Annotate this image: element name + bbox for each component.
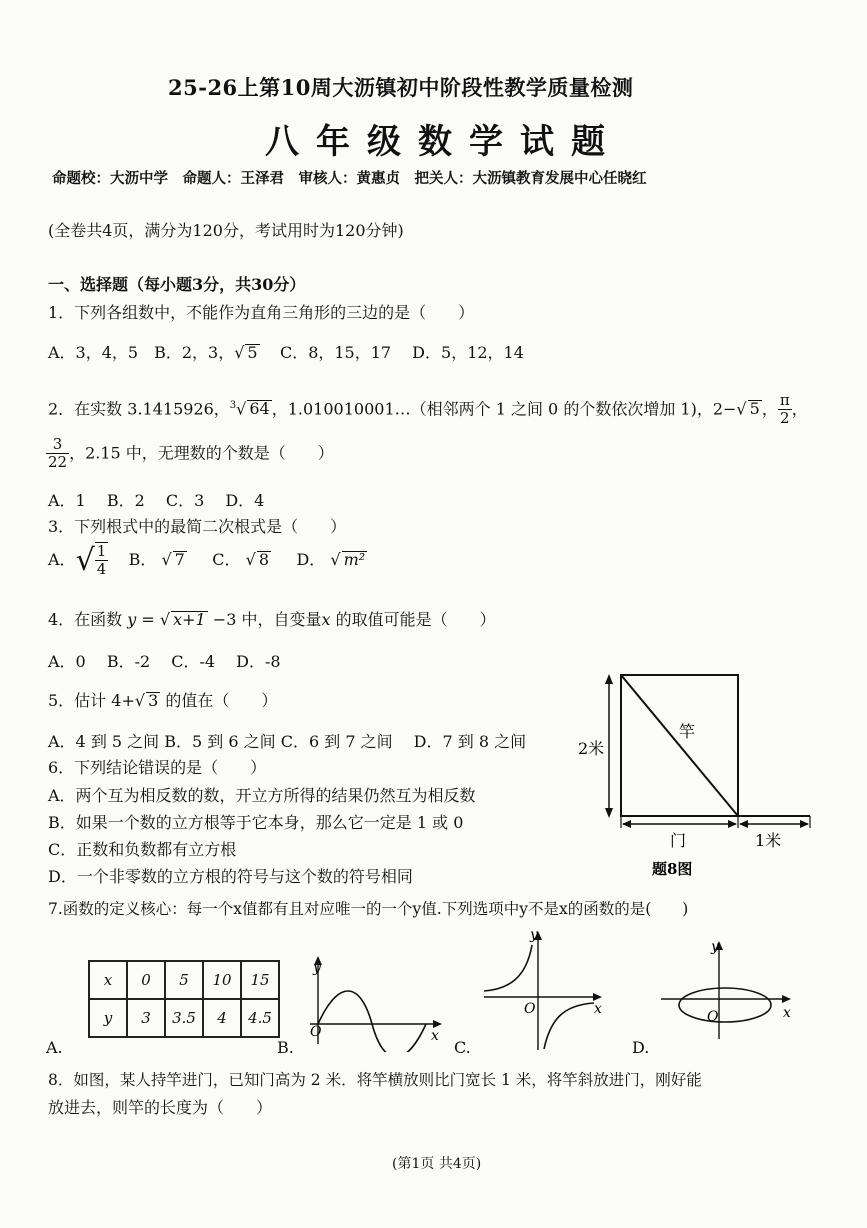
question-6-stem: 6．下列结论错误的是（ ）	[48, 758, 267, 777]
question-8-stem-line1: 8．如图，某人持竿进门，已知门高为 2 米．将竿横放则比门宽长 1 米，将竿斜放进门，刚好能	[48, 1071, 702, 1089]
pi-denominator: 2	[779, 409, 790, 428]
ellipse-curve	[679, 988, 771, 1022]
arrow-right-icon	[593, 993, 602, 1001]
arrow-up-icon	[605, 674, 613, 684]
q2-cube-index: 3	[229, 399, 237, 411]
question-3-stem: 3．下列根式中的最简二次根式是（ ）	[48, 517, 347, 536]
q3-option-a-label: A．	[48, 549, 76, 569]
xy-value-table	[88, 960, 280, 1038]
fraction-numerator: 3	[46, 436, 69, 454]
arrow-left-icon	[622, 820, 631, 828]
option-c-label: C.	[454, 1038, 471, 1057]
question-5-options: A．4 到 5 之间 B．5 到 6 之间 C．6 到 7 之间 D．7 到 8 之间	[48, 732, 527, 751]
sine-curve	[318, 991, 426, 1052]
label-height: 2米	[578, 739, 605, 758]
sqrt-symbol: √	[330, 549, 341, 569]
q3-option-b-radicand: 7	[174, 549, 185, 569]
q5-radicand: 3	[148, 691, 159, 710]
q4-text-3: 的取值可能是（ ）	[330, 610, 496, 629]
hyperbola-branch-right	[544, 1003, 594, 1049]
arrow-left-icon	[739, 820, 748, 828]
option-a-label: A.	[46, 1038, 63, 1057]
axis-label-x: x	[431, 1028, 439, 1044]
axis-label-y: y	[313, 960, 321, 976]
sqrt-symbol: √	[236, 399, 247, 419]
table-cell: 15	[241, 961, 279, 999]
q2-text-1: 2．在实数 3.1415926，	[48, 399, 230, 419]
q2-fraction	[46, 436, 69, 472]
table-cell: x	[89, 961, 127, 999]
q3-option-d-radicand: m²	[343, 549, 366, 569]
question-6-option-c: C．正数和负数都有立方根	[48, 840, 237, 859]
q1-radicand: 5	[247, 343, 258, 362]
exam-info: (全卷共4页，满分为120分，考试用时为120分钟)	[48, 221, 404, 240]
sqrt-symbol: √	[134, 691, 146, 710]
question-7-stem: 7.函数的定义核心：每一个x值都有且对应唯一的一个y值.下列选项中y不是x的函数的是( )	[48, 900, 689, 918]
table-row	[89, 999, 279, 1037]
q4-var-x: x	[321, 610, 331, 629]
arrow-right-icon	[782, 995, 791, 1003]
section-heading: 一、选择题（每小题3分，共30分）	[48, 275, 306, 294]
q5-text-2: 的值在（ ）	[160, 691, 278, 710]
origin-label: O	[707, 1009, 719, 1025]
q2-text-2: ，1.010010001…（相邻两个 1 之间 0 的个数依次增加 1)，2−	[271, 399, 737, 419]
question-6-option-b: B．如果一个数的立方根等于它本身，那么它一定是 1 或 0	[48, 813, 464, 832]
question-2-stem-line2	[46, 436, 334, 472]
origin-label: O	[310, 1024, 322, 1040]
question-2-options: A．1 B．2 C．3 D．4	[48, 491, 265, 510]
table-cell: 3.5	[165, 999, 203, 1037]
graph-d-ellipse	[655, 935, 805, 1045]
q2-text-3: ，2.15 中，无理数的个数是（ ）	[69, 443, 334, 463]
question-8-stem-line2: 放进去，则竿的长度为（ ）	[48, 1098, 273, 1117]
q2-comma: ，	[761, 399, 778, 419]
axis-label-x: x	[783, 1005, 791, 1021]
table-cell: 3	[127, 999, 165, 1037]
question-6-option-a: A．两个互为相反数的数，开立方所得的结果仍然互为相反数	[48, 786, 476, 805]
sqrt-symbol: √	[161, 549, 172, 569]
graph-c-hyperbola	[478, 925, 608, 1055]
figure-8	[575, 670, 820, 885]
sqrt-symbol: √	[245, 549, 256, 569]
q1-options-ab: A．3，4，5 B．2，3，	[48, 343, 235, 362]
q4-radicand: x+1	[173, 610, 206, 629]
option-d-label: D.	[632, 1038, 650, 1057]
fraction-denominator: 22	[48, 453, 68, 472]
graph-b-sine	[298, 952, 448, 1052]
axis-label-x: x	[594, 1001, 602, 1017]
axis-label-y: y	[711, 939, 719, 955]
fraction-denominator: 4	[96, 560, 107, 579]
pi-numerator: π	[779, 391, 790, 409]
sqrt-symbol: √	[736, 399, 747, 419]
sqrt-symbol: √	[159, 610, 171, 629]
q2-sqrt5: 5	[749, 399, 760, 419]
q3-option-c-radicand: 8	[258, 549, 269, 569]
q5-text-1: 5．估计 4+	[48, 691, 135, 710]
sqrt-symbol: √	[234, 343, 245, 362]
pole-diagonal	[621, 675, 738, 816]
question-5-stem	[48, 688, 277, 711]
q4-var-y: y	[127, 610, 137, 629]
origin-label: O	[524, 1001, 536, 1017]
question-2-stem-line1	[48, 392, 808, 428]
q2-pi-fraction	[778, 392, 792, 428]
page-number: (第1页 共4页)	[392, 1156, 482, 1172]
sqrt-symbol: √	[75, 542, 95, 578]
exam-subtitle: 25-26上第10周大沥镇初中阶段性教学质量检测	[168, 75, 634, 100]
q3-option-c-label: C．	[212, 549, 241, 569]
arrow-right-icon	[433, 1020, 442, 1028]
arrow-down-icon	[605, 808, 613, 818]
q3-option-a-fraction	[95, 542, 109, 579]
fraction-numerator: 1	[96, 542, 107, 560]
page-title: 八年级数学试题	[265, 122, 622, 162]
credits-line: 命题校：大沥中学 命题人：王泽君 审核人：黄惠贞 把关人：大沥镇教育发展中心任晓红	[52, 170, 647, 187]
table-cell: 5	[165, 961, 203, 999]
table-cell: y	[89, 999, 127, 1037]
table-cell: 0	[127, 961, 165, 999]
question-1-stem: 1．下列各组数中，不能作为直角三角形的三边的是（ ）	[48, 303, 475, 322]
question-3-options	[48, 542, 367, 579]
q3-option-d-label: D．	[296, 549, 326, 569]
table-cell: 4.5	[241, 999, 279, 1037]
arrow-right-icon	[800, 820, 809, 828]
question-6-option-d: D．一个非零数的立方根的符号与这个数的符号相同	[48, 867, 413, 886]
question-1-options	[48, 340, 524, 363]
question-4-options: A．0 B．-2 C．-4 D．-8	[48, 652, 281, 671]
q4-text-1: 4．在函数	[48, 610, 128, 629]
question-4-stem	[48, 607, 496, 630]
q2-cube-radicand: 64	[249, 399, 270, 419]
q4-equals: =	[136, 610, 160, 629]
q3-option-b-label: B．	[128, 549, 157, 569]
table-cell: 4	[203, 999, 241, 1037]
label-extra: 1米	[755, 831, 782, 850]
q1-options-cd: C．8，15，17 D．5，12，14	[279, 343, 524, 362]
hyperbola-branch-left	[484, 945, 532, 991]
table-row	[89, 961, 279, 999]
arrow-right-icon	[728, 820, 737, 828]
q4-text-2: −3 中，自变量	[207, 610, 322, 629]
label-door: 门	[670, 831, 687, 850]
figure-caption: 题8图	[652, 860, 693, 878]
option-b-label: B.	[277, 1038, 294, 1057]
axis-label-y: y	[530, 927, 538, 943]
table-cell: 10	[203, 961, 241, 999]
q2-comma: ，	[791, 399, 808, 419]
label-pole: 竿	[679, 722, 696, 741]
